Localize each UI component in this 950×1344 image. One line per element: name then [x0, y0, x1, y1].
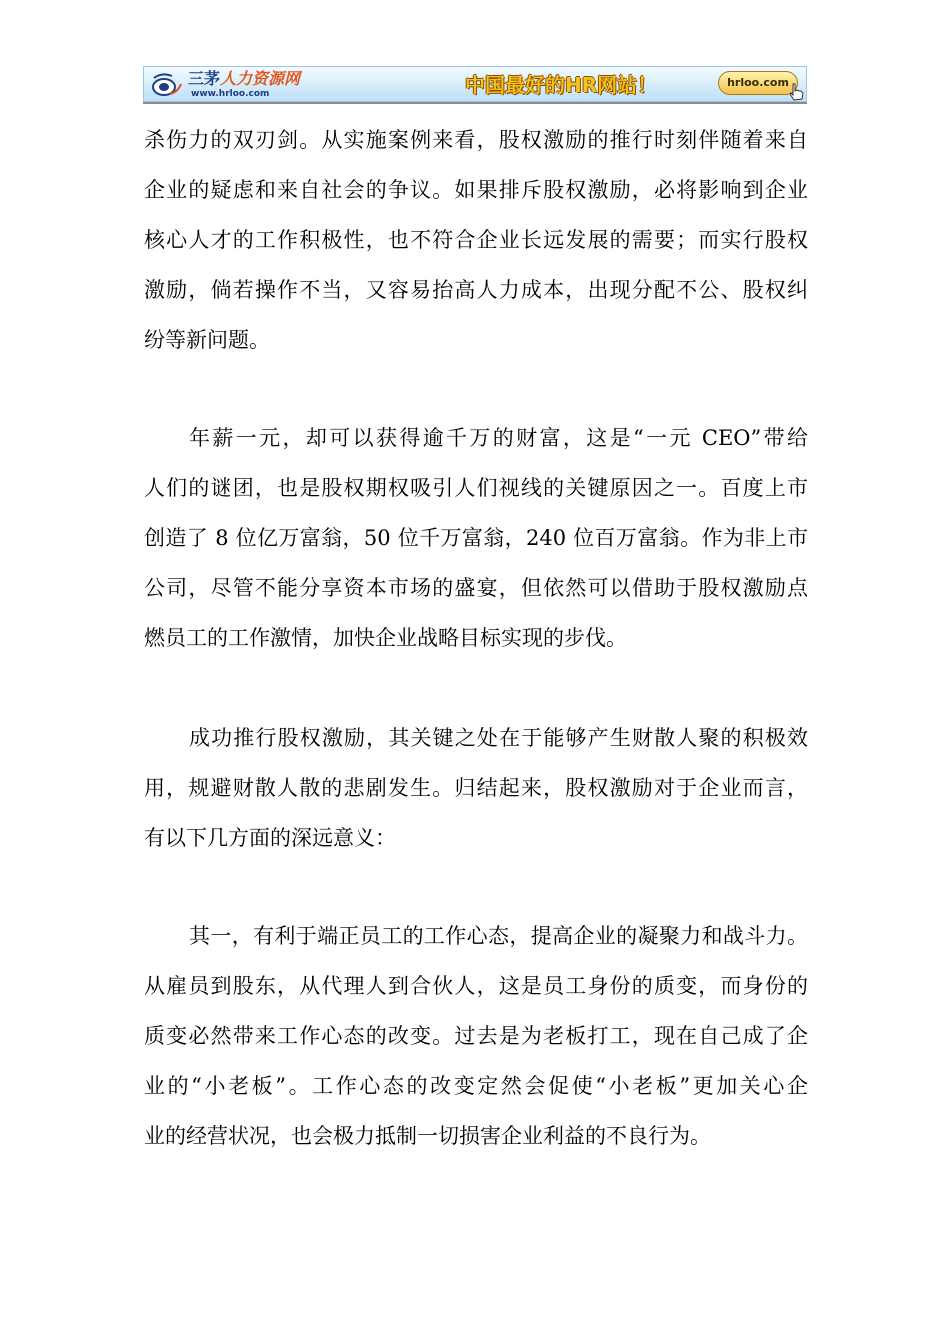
paragraph-2	[144, 413, 808, 663]
text-line: 成功推行股权激励，其关键之处在于能够产生财散人聚的积极效	[189, 726, 808, 750]
paragraph-1	[144, 115, 808, 365]
text-line: 业的经营状况，也会极力抵制一切损害企业利益的不良行为。	[144, 1124, 711, 1148]
text-line: 人们的谜团，也是股权期权吸引人们视线的关键原因之一。百度上市	[144, 476, 808, 500]
text-line: 有以下几方面的深远意义：	[144, 826, 396, 850]
logo-name: 三茅人力资源网	[188, 69, 301, 88]
banner-divider	[143, 102, 807, 104]
banner-slogan: 中国最好的HR网站！	[465, 73, 658, 97]
text-line: 从雇员到股东，从代理人到合伙人，这是员工身份的质变，而身份的	[144, 974, 808, 998]
text-line: 核心人才的工作积极性，也不符合企业长远发展的需要；而实行股权	[144, 228, 808, 252]
site-banner[interactable]	[143, 66, 807, 102]
hand-cursor-icon	[788, 83, 804, 101]
text-line: 年薪一元，却可以获得逾千万的财富，这是“一元 CEO”带给	[189, 426, 808, 450]
text-line: 杀伤力的双刃剑。从实施案例来看，股权激励的推行时刻伴随着来自	[144, 128, 808, 152]
text-line: 创造了 8 位亿万富翁，50 位千万富翁，240 位百万富翁。作为非上市	[144, 526, 808, 550]
site-link-button[interactable]: hrloo.com	[718, 71, 798, 95]
paragraph-4	[144, 911, 808, 1161]
bee-logo-icon	[150, 70, 184, 100]
text-line: 激励，倘若操作不当，又容易抬高人力成本，出现分配不公、股权纠	[144, 278, 808, 302]
text-line: 纷等新问题。	[144, 328, 270, 352]
paragraph-3	[144, 713, 808, 863]
logo-url: www.hrloo.com	[191, 89, 270, 99]
text-line: 用，规避财散人散的悲剧发生。归结起来，股权激励对于企业而言，	[144, 776, 808, 800]
text-line: 其一，有利于端正员工的工作心态，提高企业的凝聚力和战斗力。	[189, 924, 808, 948]
text-line: 企业的疑虑和来自社会的争议。如果排斥股权激励，必将影响到企业	[144, 178, 808, 202]
text-line: 燃员工的工作激情，加快企业战略目标实现的步伐。	[144, 626, 627, 650]
text-line: 业的“小老板”。工作心态的改变定然会促使“小老板”更加关心企	[144, 1074, 808, 1098]
text-line: 公司，尽管不能分享资本市场的盛宴，但依然可以借助于股权激励点	[144, 576, 808, 600]
text-line: 质变必然带来工作心态的改变。过去是为老板打工，现在自己成了企	[144, 1024, 808, 1048]
